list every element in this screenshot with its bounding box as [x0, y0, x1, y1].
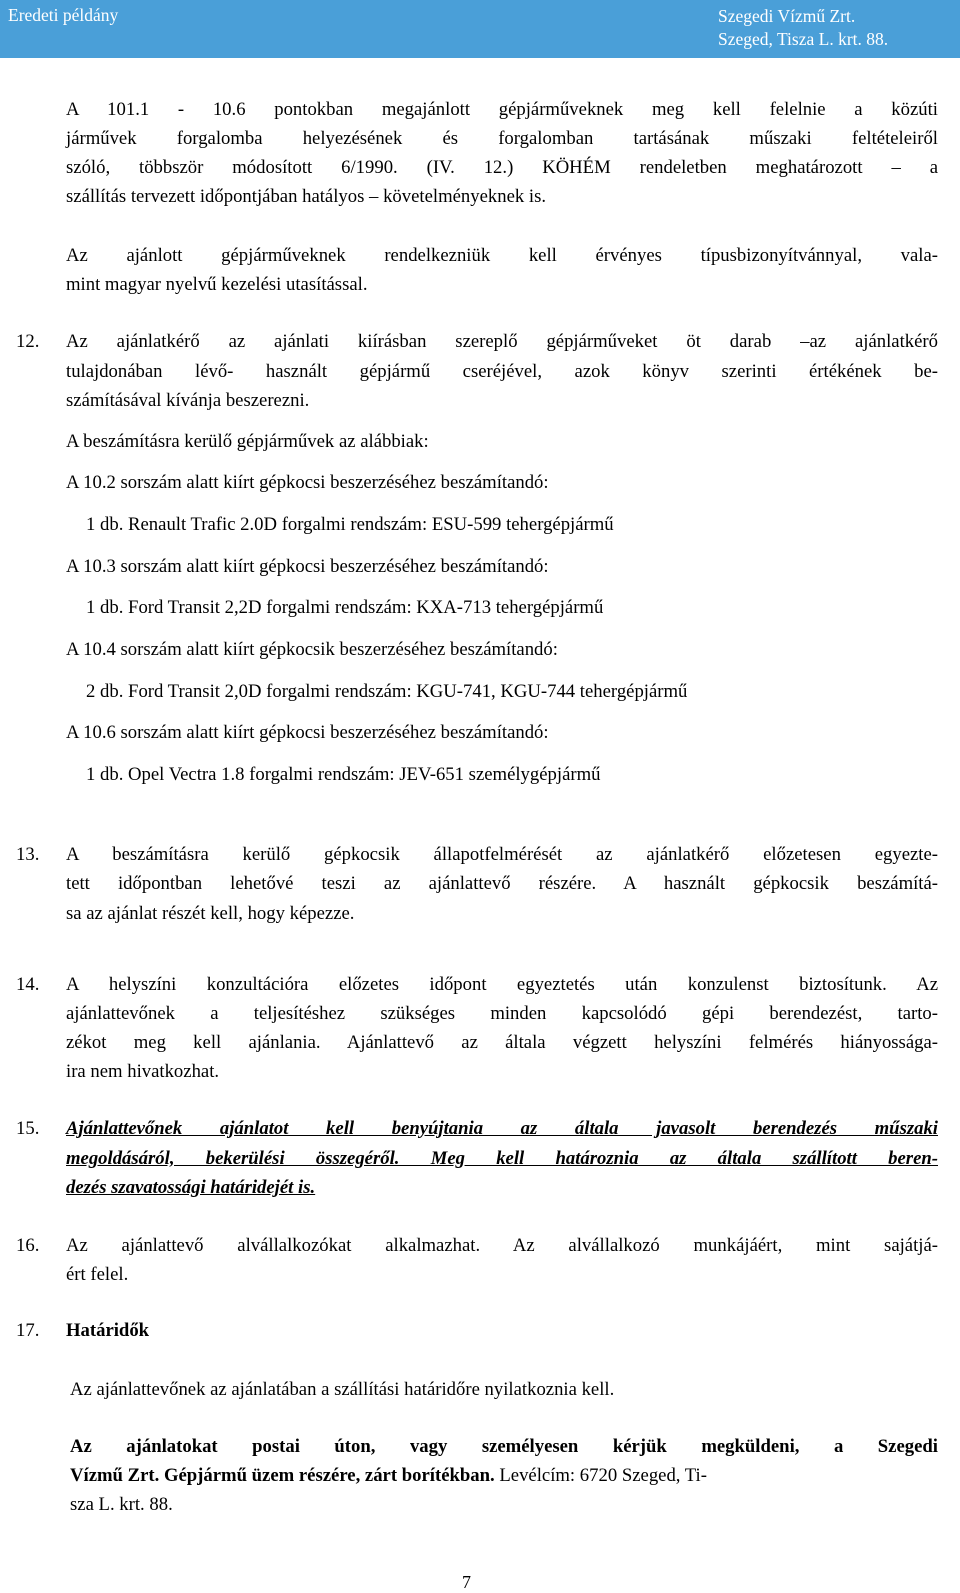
text-line: Az ajánlatkérő az ajánlati kiírásban szereplő gépjárműveket öt darab –az ajánlatkérő: [66, 331, 938, 352]
section-number: 12.: [16, 331, 40, 352]
header-company-name: Szegedi Vízmű Zrt.: [718, 6, 856, 26]
text-line: A helyszíni konzultációra előzetes időpont egyeztetés után konzulenst biztosítunk. Az: [66, 974, 938, 995]
submission-address-part: Levélcím: 6720 Szeged, Ti-: [494, 1465, 707, 1486]
text-line: sa az ajánlat részét kell, hogy képezze.: [66, 903, 355, 924]
text-line: ért felel.: [66, 1264, 129, 1285]
section-number: 13.: [16, 844, 40, 865]
text-line: A beszámításra kerülő gépkocsik állapotfelmérését az ajánlatkérő előzetesen egyezte-: [66, 844, 938, 865]
submission-bold-part: Vízmű Zrt. Gépjármű üzem részére, zárt borítékban.: [70, 1465, 495, 1486]
header-left-label: Eredeti példány: [8, 5, 119, 25]
header-right-block: [718, 5, 888, 51]
header-company-address: Szeged, Tisza L. krt. 88.: [718, 29, 889, 49]
trade-in-item-head: A 10.6 sorszám alatt kiírt gépkocsi beszerzéséhez beszámítandó:: [66, 722, 549, 743]
section-number: 14.: [16, 974, 40, 995]
trade-in-item-head: A 10.4 sorszám alatt kiírt gépkocsik beszerzéséhez beszámítandó:: [66, 639, 558, 660]
text-line: A 101.1 - 10.6 pontokban megajánlott gépjárműveknek meg kell felelnie a közúti: [66, 99, 938, 120]
emphasized-text-line: megoldásáról, bekerülési összegéről. Meg kell határoznia az általa szállított beren-: [66, 1148, 938, 1169]
text-line: tett időpontban lehetővé teszi az ajánlattevő részére. A használt gépkocsik beszámítá-: [66, 873, 938, 894]
text-line: Az ajánlattevő alvállalkozókat alkalmazhat. Az alvállalkozó munkájáért, mint sajátjá-: [66, 1235, 938, 1256]
page-number: 7: [462, 1572, 471, 1592]
trade-in-item-detail: 1 db. Opel Vectra 1.8 forgalmi rendszám: JEV-651 személygépjármű: [86, 764, 601, 785]
trade-in-item-detail: 2 db. Ford Transit 2,0D forgalmi rendszám: KGU-741, KGU-744 tehergépjármű: [86, 681, 688, 702]
text-line: ajánlattevőnek a teljesítéshez szükséges minden kapcsolódó gépi berendezést, tarto-: [66, 1003, 938, 1024]
section-number: 15.: [16, 1118, 40, 1139]
trade-in-intro: A beszámításra kerülő gépjárművek az alábbiak:: [66, 431, 429, 452]
trade-in-item-detail: 1 db. Ford Transit 2,2D forgalmi rendszám: KXA-713 tehergépjármű: [86, 597, 604, 618]
section-number: 17.: [16, 1320, 40, 1341]
section-number: 16.: [16, 1235, 40, 1256]
text-line: járművek forgalomba helyezésének és forgalomban tartásának műszaki feltételeiről: [66, 128, 938, 149]
submission-text-line: [70, 1465, 707, 1487]
emphasized-text-line: Ajánlattevőnek ajánlatot kell benyújtania az általa javasolt berendezés műszaki: [66, 1118, 938, 1139]
header-bar: [0, 0, 960, 58]
emphasized-text-line: dezés szavatossági határidejét is.: [66, 1177, 316, 1198]
trade-in-item-detail: 1 db. Renault Trafic 2.0D forgalmi rendszám: ESU-599 tehergépjármű: [86, 514, 614, 535]
text-line: Az ajánlott gépjárműveknek rendelkezniük kell érvényes típusbizonyítvánnyal, vala-: [66, 245, 938, 266]
text-line: mint magyar nyelvű kezelési utasítással.: [66, 274, 368, 295]
text-line: ira nem hivatkozhat.: [66, 1061, 220, 1082]
text-line: számításával kívánja beszerezni.: [66, 390, 310, 411]
text-line: szóló, többször módosított 6/1990. (IV. 12.) KÖHÉM rendeletben meghatározott – a: [66, 157, 938, 178]
trade-in-item-head: A 10.2 sorszám alatt kiírt gépkocsi beszerzéséhez beszámítandó:: [66, 472, 549, 493]
submission-text-line: sza L. krt. 88.: [70, 1494, 173, 1515]
submission-text-line: Az ajánlatokat postai úton, vagy személyesen kérjük megküldeni, a Szegedi: [70, 1436, 938, 1457]
text-line: tulajdonában lévő- használt gépjármű cseréjével, azok könyv szerinti értékének be-: [66, 361, 938, 382]
text-line: zékot meg kell ajánlania. Ajánlattevő az általa végzett helyszíni felmérés hiányossága-: [66, 1032, 938, 1053]
text-line: szállítás tervezett időpontjában hatályos – követelményeknek is.: [66, 186, 547, 207]
deadline-text: Az ajánlattevőnek az ajánlatában a szállítási határidőre nyilatkoznia kell.: [70, 1379, 615, 1400]
trade-in-item-head: A 10.3 sorszám alatt kiírt gépkocsi beszerzéséhez beszámítandó:: [66, 556, 549, 577]
section-title: Határidők: [66, 1320, 150, 1341]
